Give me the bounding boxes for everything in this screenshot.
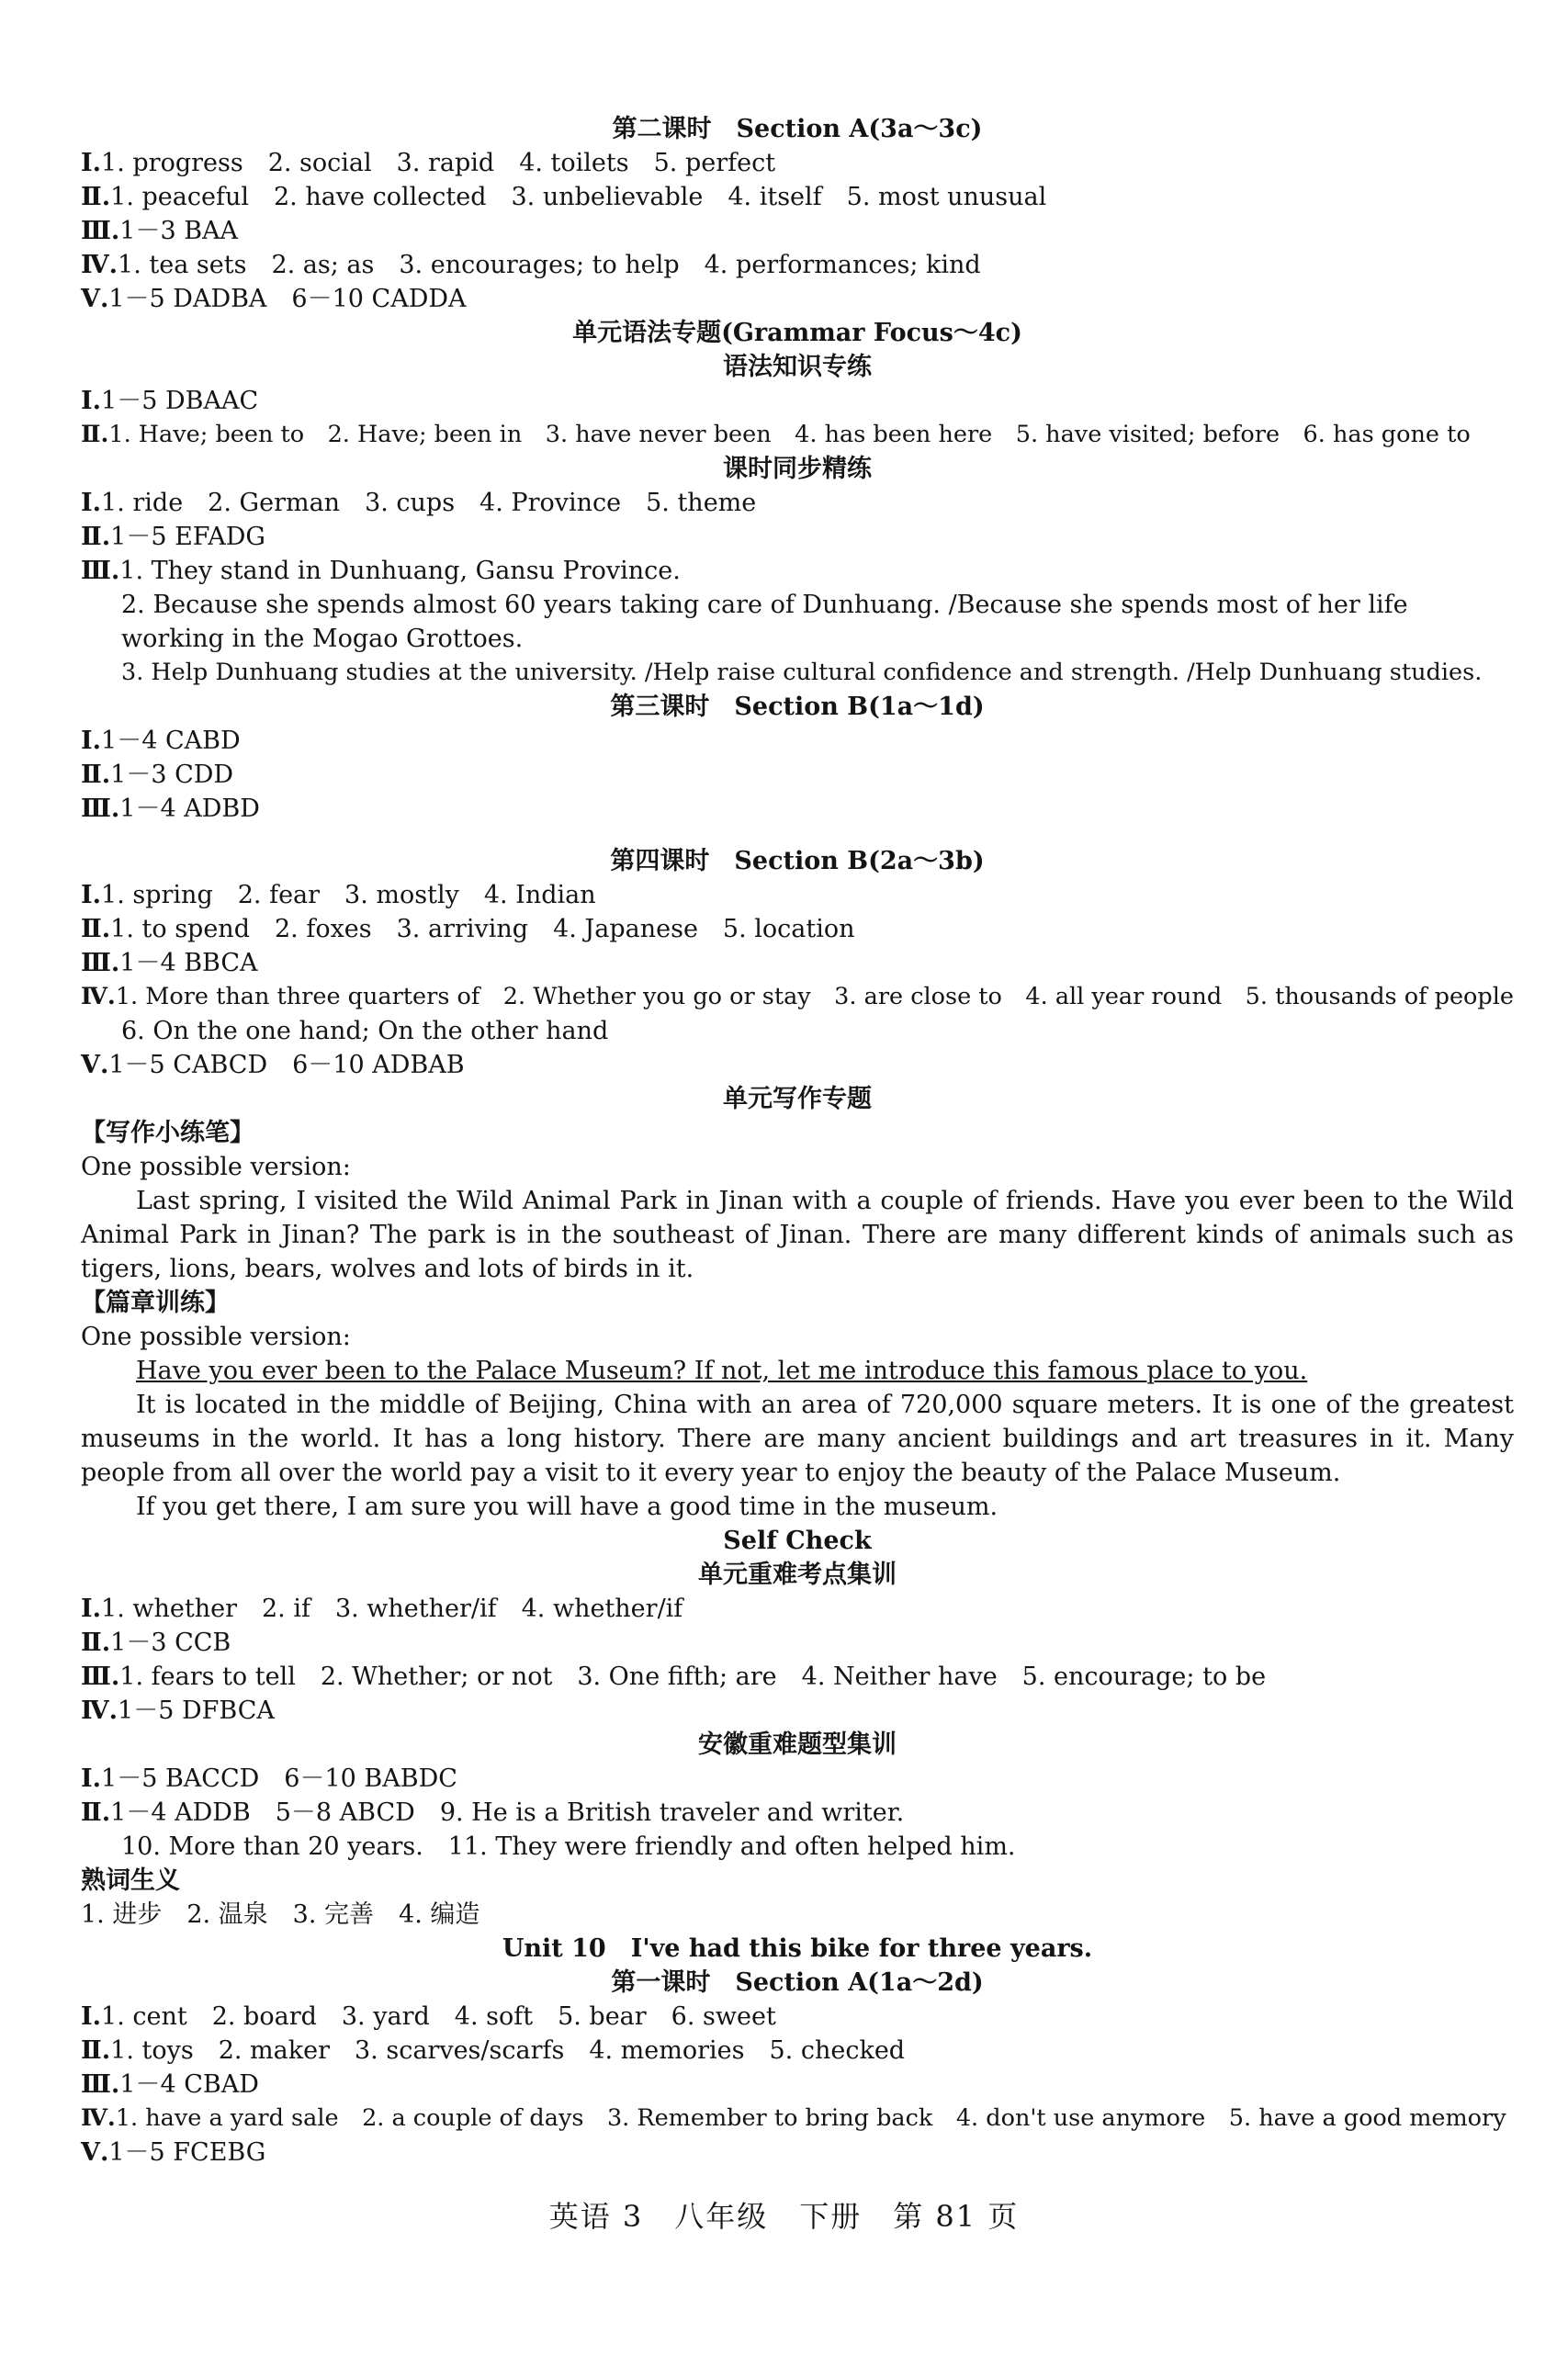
roman-numeral: Ⅳ. [81,2104,116,2132]
answer-line [81,980,1514,1014]
answer-text: 1. toys 2. maker 3. scarves/scarfs 4. memories 5. checked [110,2036,906,2065]
self-check-heading: Self Check [723,1527,872,1555]
roman-numeral: Ⅱ. [81,761,111,789]
roman-numeral: Ⅱ. [81,523,111,551]
roman-numeral: Ⅰ. [81,149,102,177]
roman-numeral: Ⅲ. [81,1663,120,1691]
answer-text: 1. whether 2. if 3. whether/if 4. whether/if [101,1595,683,1623]
roman-numeral: Ⅲ. [81,217,120,245]
answer-column [81,112,1514,2170]
chapter-training-label: 【篇章训练】 [81,1289,230,1317]
answer-line [81,758,1514,792]
page-footer: 英语 3 八年级 下册 第 81 页 [548,2199,1020,2234]
answer-text: 1. peaceful 2. have collected 3. unbelievable 4. itself 5. most unusual [110,183,1047,211]
version-intro: One possible version: [81,1153,351,1181]
roman-numeral: Ⅰ. [81,489,102,517]
roman-numeral: Ⅰ. [81,1764,102,1793]
roman-numeral: Ⅰ. [81,881,102,909]
answer-text: 1－5 FCEBG [108,2138,266,2167]
sample-essay-paragraph: Last spring, I visited the Wild Animal Park in Jinan with a couple of friends. Have you ever been to the Wild Animal Park in Jinan? The park is in the southeast of Jinan. There are many different kinds of animals such as tigers, lions, bears, wolves and lots of birds in it. [81,1187,1514,1283]
roman-numeral: Ⅰ. [81,1595,102,1623]
roman-numeral: Ⅰ. [81,727,102,755]
roman-numeral: Ⅰ. [81,2002,102,2031]
roman-numeral: Ⅴ. [81,2138,109,2167]
answer-text: 1. to spend 2. foxes 3. arriving 4. Japanese 5. location [110,915,855,943]
answer-line [81,2136,1514,2170]
roman-numeral: Ⅴ. [81,285,109,313]
answer-text: 1－4 CBAD [119,2070,259,2099]
answer-text: 1－5 BACCD 6－10 BABDC [101,1764,457,1793]
answer-line [81,486,1514,520]
answer-line [81,2034,1514,2068]
answer-text: 1－4 BBCA [119,949,258,977]
answer-line [81,2000,1514,2034]
section-b-1a-1d-heading: 第三课时 Section B(1a～1d) [610,693,985,721]
answer-text: 1. have a yard sale 2. a couple of days 3. Remember to bring back 4. don't use anymore 5. have a good memory [115,2104,1506,2132]
roman-numeral: Ⅳ. [81,1697,118,1725]
answer-line [81,282,1514,316]
answer-text: 1. ride 2. German 3. cups 4. Province 5. theme [101,489,757,517]
answer-text: 1. cent 2. board 3. yard 4. soft 5. bear 6. sweet [101,2002,776,2031]
anhui-question-types-subheading: 安徽重难题型集训 [698,1730,897,1759]
key-points-subheading: 单元重难考点集训 [698,1561,897,1589]
section-b-2a-3b-heading: 第四课时 Section B(2a～3b) [610,847,985,875]
sample-essay-closing: If you get there, I am sure you will have a good time in the museum. [136,1493,998,1521]
answer-text: 1. fears to tell 2. Whether; or not 3. One fifth; are 4. Neither have 5. encourage; to be [119,1663,1267,1691]
roman-numeral: Ⅲ. [81,2070,120,2099]
answer-text: 1－5 CABCD 6－10 ADBAB [108,1051,465,1079]
answer-text: 1－4 ADDB 5－8 ABCD 9. He is a British traveler and writer. [110,1798,905,1827]
word-meaning-label: 熟词生义 [81,1866,180,1895]
answer-text: 1. progress 2. social 3. rapid 4. toilets 5. perfect [101,149,776,177]
answer-text: 1－4 CABD [101,727,241,755]
roman-numeral: Ⅳ. [81,251,118,279]
roman-numeral: Ⅲ. [81,949,120,977]
answer-line [81,1660,1514,1694]
answer-text: 1－5 DADBA 6－10 CADDA [108,285,467,313]
roman-numeral: Ⅱ. [81,915,111,943]
roman-numeral: Ⅱ. [81,2036,111,2065]
answer-text: 1. tea sets 2. as; as 3. encourages; to help 4. performances; kind [118,251,981,279]
answer-continuation: 2. Because she spends almost 60 years taking care of Dunhuang. /Because she spends most of her life working in the Mogao Grottoes. [121,591,1408,653]
roman-numeral: Ⅱ. [81,1629,111,1657]
section-a-3a-3c-heading: 第二课时 Section A(3a～3c) [612,115,983,143]
answer-line [81,554,1514,588]
answer-line [81,1694,1514,1728]
answer-continuation: 6. On the one hand; On the other hand [121,1017,609,1045]
roman-numeral: Ⅲ. [81,795,120,823]
answer-line [81,1048,1514,1082]
answer-line [81,1626,1514,1660]
roman-numeral: Ⅲ. [81,557,120,585]
answer-line: 1. 进步 2. 温泉 3. 完善 4. 编造 [81,1900,480,1929]
answer-line [81,2102,1514,2136]
section-a-1a-2d-heading: 第一课时 Section A(1a～2d) [611,1968,984,1997]
version-intro: One possible version: [81,1323,351,1351]
answer-line [81,520,1514,554]
lesson-sync-subheading: 课时同步精练 [723,455,872,483]
answer-line [81,792,1514,826]
answer-text: 1－3 BAA [119,217,239,245]
answer-line [81,946,1514,980]
answer-text: 1－5 DFBCA [118,1697,275,1725]
answer-line [81,418,1514,452]
answer-line [81,724,1514,758]
roman-numeral: Ⅱ. [81,183,111,211]
answer-line [81,146,1514,180]
answer-text: 1－3 CCB [110,1629,231,1657]
answer-continuation: 10. More than 20 years. 11. They were friendly and often helped him. [121,1832,1016,1861]
answer-continuation: 3. Help Dunhuang studies at the university. /Help raise cultural confidence and strength. /Help Dunhuang studies. [121,659,1483,686]
answer-text: 1－5 DBAAC [101,387,259,415]
answer-text: 1. Have; been to 2. Have; been in 3. have never been 4. has been here 5. have visited; before 6. has gone to [108,421,1471,448]
sample-essay-paragraph: It is located in the middle of Beijing, China with an area of 720,000 square meters. It is one of the greatest museums in the world. It has a long history. There are many ancient buildings and art treasures in it. Many people from all over the world pay a visit to it every year to enjoy the beauty of the Palace Museum. [81,1391,1514,1487]
answer-text: 1－5 EFADG [110,523,265,551]
unit-10-heading: Unit 10 I've had this bike for three years. [502,1934,1093,1963]
roman-numeral: Ⅴ. [81,1051,109,1079]
answer-text: 1. They stand in Dunhuang, Gansu Province. [119,557,681,585]
writing-practice-label: 【写作小练笔】 [81,1119,254,1147]
grammar-focus-heading: 单元语法专题(Grammar Focus～4c) [572,319,1022,347]
answer-line [81,180,1514,214]
answer-line [81,912,1514,946]
roman-numeral: Ⅱ. [81,421,109,448]
roman-numeral: Ⅱ. [81,1798,111,1827]
grammar-practice-subheading: 语法知识专练 [723,353,872,381]
answer-line [81,384,1514,418]
answer-line [81,1762,1514,1796]
roman-numeral: Ⅰ. [81,387,102,415]
answer-line [81,248,1514,282]
answer-line [81,1592,1514,1626]
writing-heading: 单元写作专题 [723,1085,872,1113]
answer-line [81,878,1514,912]
answer-line [81,214,1514,248]
answer-line [81,1796,1514,1830]
answer-line [81,2068,1514,2102]
answer-text: 1－3 CDD [110,761,234,789]
answer-text: 1－4 ADBD [119,795,260,823]
answer-text: 1. More than three quarters of 2. Whether you go or stay 3. are close to 4. all year round 5. thousands of people [115,983,1514,1010]
roman-numeral: Ⅳ. [81,983,116,1010]
answer-text: 1. spring 2. fear 3. mostly 4. Indian [101,881,596,909]
sample-essay-opening: Have you ever been to the Palace Museum? If not, let me introduce this famous place to you. [136,1357,1308,1385]
